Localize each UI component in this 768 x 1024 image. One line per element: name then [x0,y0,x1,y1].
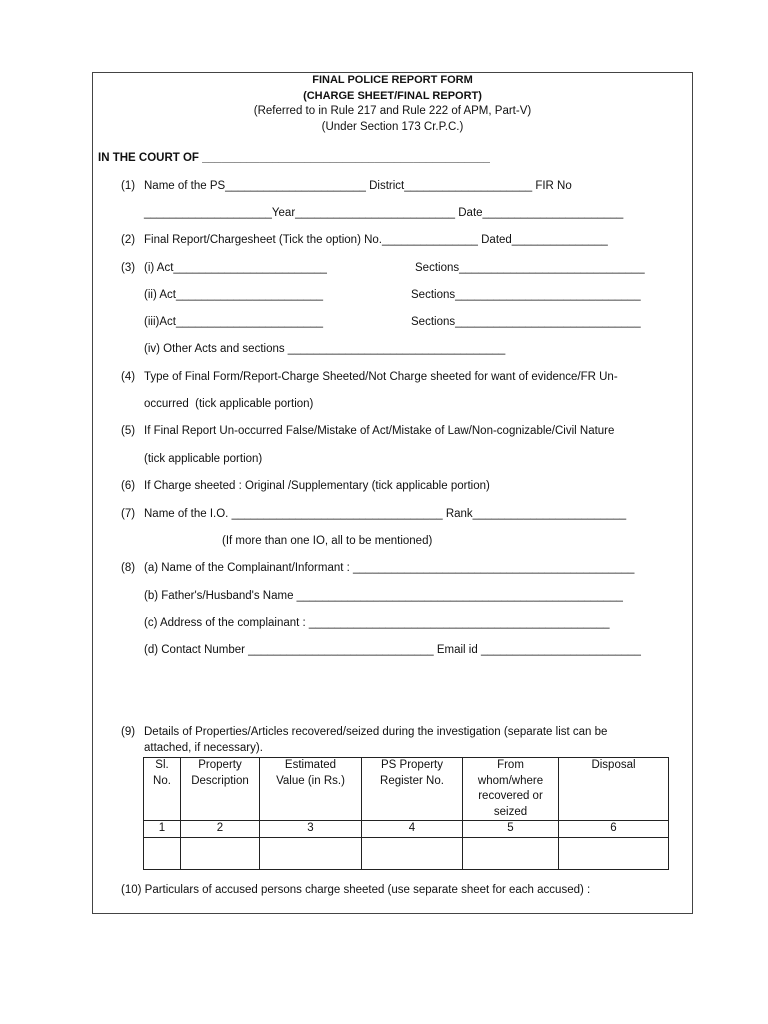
table-cell [362,837,463,869]
item-number-1: (1) [121,180,136,192]
court-line: IN THE COURT OF _____________________________________________ [98,152,490,164]
item-number-3: (3) [121,262,136,274]
complainant-name-field: (a) Name of the Complainant/Informant : ____________________________________________ [144,562,635,574]
item-number-7: (7) [121,508,136,520]
form-title: FINAL POLICE REPORT FORM [312,74,473,86]
io-name-rank-field: Name of the I.O. _________________________________ Rank________________________ [144,508,627,520]
other-acts-field: (iv) Other Acts and sections __________________________________ [144,343,506,355]
table-cell [144,837,181,869]
ps-district-fir-field: Name of the PS______________________ District____________________ FIR No [144,180,572,192]
act-ii-field: (ii) Act_______________________ [144,289,324,301]
column-number: 1 [144,821,181,838]
sections-ii-field: Sections_____________________________ [411,289,641,301]
item-number-8: (8) [121,562,136,574]
form-subtitle: (CHARGE SHEET/FINAL REPORT) [303,90,482,102]
header-recovered-from: From whom/where recovered or seized [463,758,559,821]
item-number-6: (6) [121,480,136,492]
contact-email-field: (d) Contact Number _____________________________ Email id _________________________ [144,644,641,656]
table-row [144,837,669,869]
header-sl-no: Sl. No. [144,758,181,821]
column-number: 6 [559,821,669,838]
item-number-9: (9) [121,726,136,738]
table-cell [559,837,669,869]
rule-reference: (Referred to in Rule 217 and Rule 222 of APM, Part-V) [253,105,532,117]
report-number-field: Final Report/Chargesheet (Tick the option) No._______________ Dated_______________ [144,234,608,246]
header-ps-property-register: PS Property Register No. [362,758,463,821]
io-note: (If more than one IO, all to be mentioned) [222,535,433,547]
table-number-row [144,821,669,838]
table-cell [181,837,260,869]
properties-details-line2: attached, if necessary). [144,742,263,754]
item-number-2: (2) [121,234,136,246]
item-number-4: (4) [121,371,136,383]
item-number-5: (5) [121,425,136,437]
column-number: 4 [362,821,463,838]
table-cell [463,837,559,869]
table-header-row [144,758,669,821]
year-date-field: ____________________Year_________________________ Date______________________ [144,207,624,219]
sections-i-field: Sections_____________________________ [415,262,645,274]
final-report-type-line1: If Final Report Un-occurred False/Mistake of Act/Mistake of Law/Non-cognizable/Civil Nature [144,425,615,437]
final-report-type-line2: (tick applicable portion) [144,453,263,465]
final-form-type-line2: occurred (tick applicable portion) [144,398,314,410]
act-i-field: (i) Act________________________ [144,262,327,274]
header-property-description: Property Description [181,758,260,821]
act-iii-field: (iii)Act_______________________ [144,316,324,328]
accused-particulars: (10) Particulars of accused persons charge sheeted (use separate sheet for each accused) : [121,884,591,896]
column-number: 5 [463,821,559,838]
section-reference: (Under Section 173 Cr.P.C.) [321,121,464,133]
table-cell [260,837,362,869]
column-number: 2 [181,821,260,838]
final-form-type-line1: Type of Final Form/Report-Charge Sheeted/Not Charge sheeted for want of evidence/FR Un- [144,371,618,383]
sections-iii-field: Sections_____________________________ [411,316,641,328]
header-disposal: Disposal [559,758,669,821]
complainant-address-field: (c) Address of the complainant : _______________________________________________ [144,617,610,629]
column-number: 3 [260,821,362,838]
properties-table [143,757,669,870]
header-estimated-value: Estimated Value (in Rs.) [260,758,362,821]
charge-sheet-type: If Charge sheeted : Original /Supplementary (tick applicable portion) [144,480,490,492]
properties-details-line1: Details of Properties/Articles recovered/seized during the investigation (separate list can be [144,726,608,738]
father-husband-name-field: (b) Father's/Husband's Name ___________________________________________________ [144,590,623,602]
